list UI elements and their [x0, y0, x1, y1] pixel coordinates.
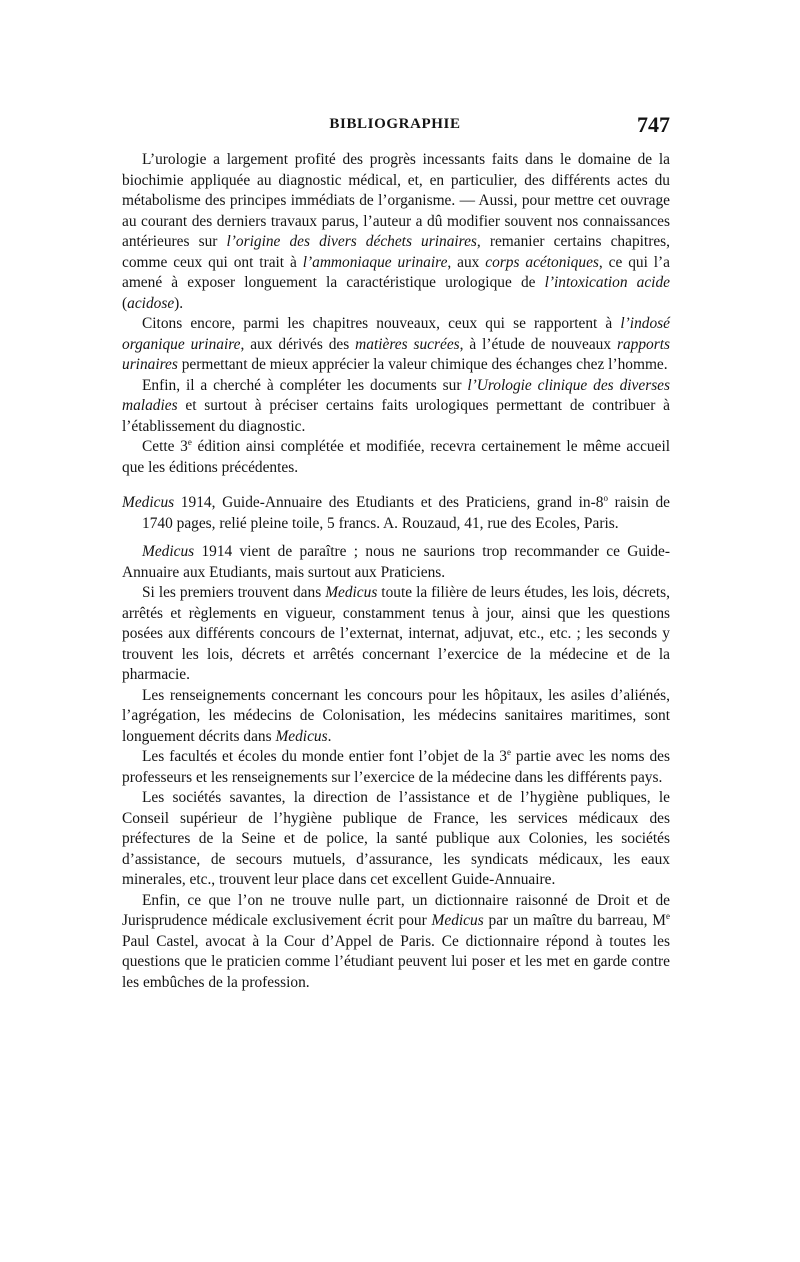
paragraph: Enfin, il a cherché à compléter les documents sur l’Urologie clinique des diverses maladies et surtout à préciser certains faits urologiques permettant de contribuer à l’établissement du diagnostic. — [122, 376, 670, 435]
paragraph: L’urologie a largement profité des progrès incessants faits dans le domaine de la biochimie appliquée au diagnostic médical, et, en particulier, des différents actes du métabolisme des principes immédiats de l’organisme. — Aussi, pour mettre cet ouvrage au courant des derniers travaux parus, l’auteur a dû modifier souvent nos connaissances antérieures sur l’origine des divers déchets urinaires, remanier certains chapitres, comme ceux qui ont trait à l’ammoniaque urinaire, aux corps acétoniques, ce qui l’a amené à exposer longuement la caractéristique urologique de l’intoxication acide (acidose). — [122, 151, 671, 312]
running-title: BIBLIOGRAPHIE — [329, 116, 461, 132]
bibliographic-citation: Medicus 1914, Guide-Annuaire des Etudiants et des Praticiens, grand in-8$^o$ raisin de 1740 pages, relié pleine toile, 5 francs. A. Rouzaud, 41, rue des Ecoles, Paris. — [122, 493, 670, 532]
section-gap — [122, 478, 670, 493]
paragraph: Les facultés et écoles du monde entier font l’objet de la 3e partie avec les noms des professeurs et les renseignements sur l’exercice de la médecine dans les différents pays. — [122, 747, 670, 786]
citation-gap — [122, 534, 670, 542]
paragraph: Si les premiers trouvent dans Medicus toute la filière de leurs études, les lois, décrets, arrêtés et règlements en vigueur, constamment tenus à jour, ainsi que les questions posées aux différents concours de l’externat, internat, adjuvat, etc., etc. ; les seconds y trouvent les lois, décrets et arrêtés concernant l’exercice de la médecine et de la pharmacie. — [122, 584, 670, 683]
review-urologie — [122, 150, 670, 478]
paragraph: Enfin, ce que l’on ne trouve nulle part, un dictionnaire raisonné de Droit et de Jurisprudence médicale exclusivement écrit pour Medicus par un maître du barreau, Me Paul Castel, avocat à la Cour d’Appel de Paris. Ce dictionnaire répond à toutes les questions que le praticien comme l’étudiant peuvent lui poser et les met en garde contre les embûches de la profession. — [122, 891, 670, 991]
paragraph: Cette 3e édition ainsi complétée et modifiée, recevra certainement le même accueil que les éditions précédentes. — [122, 437, 670, 476]
paragraph: Citons encore, parmi les chapitres nouveaux, ceux qui se rapportent à l’indosé organique urinaire, aux dérivés des matières sucrées, à l’étude de nouveaux rapports urinaires permettant de mieux apprécier la valeur chimique des échanges chez l’homme. — [122, 315, 671, 373]
running-head — [120, 112, 670, 138]
page-number: 747 — [637, 112, 670, 137]
paragraph: Medicus 1914 vient de paraître ; nous ne saurions trop recommander ce Guide-Annuaire aux Etudiants, mais surtout aux Praticiens. — [122, 543, 670, 581]
review-medicus — [122, 493, 670, 993]
paragraph: Les renseignements concernant les concours pour les hôpitaux, les asiles d’aliénés, l’agrégation, les médecins de Colonisation, les médecins sanitaires maritimes, sont longuement décrits dans Medicus. — [122, 686, 670, 745]
paragraph: Les sociétés savantes, la direction de l’assistance et de l’hygiène publiques, le Conseil supérieur de l’hygiène publique de France, les services médicaux des préfectures de la Seine et de police, la santé publique aux Colonies, les sociétés d’assistance, de secours mutuels, d’assurance, les syndicats médicaux, les eaux minerales, etc., trouvent leur place dans cet excellent Guide-Annuaire. — [122, 789, 670, 888]
body-text — [122, 150, 670, 993]
